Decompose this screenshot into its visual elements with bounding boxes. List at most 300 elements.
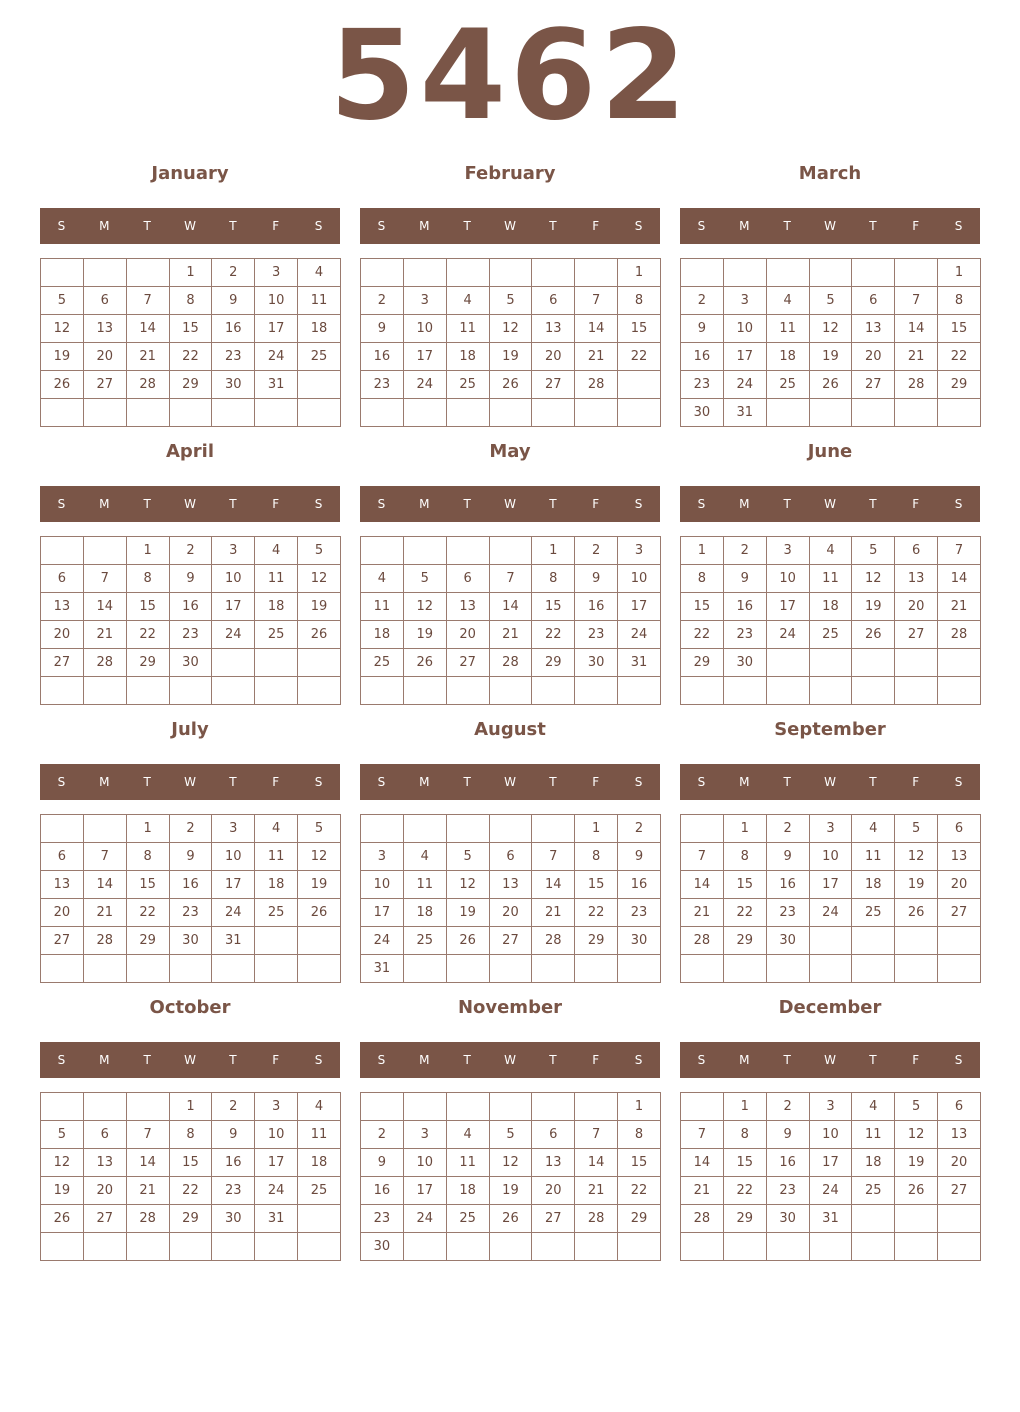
weekday-label: S [57,775,66,789]
weekday-label: M [739,497,750,511]
weekday-label: M [739,775,750,789]
week-row [361,843,661,871]
week-row [41,593,341,621]
week-row [41,315,341,343]
week-row [41,343,341,371]
empty-day-cell [403,399,446,427]
day-cell: 8 [169,287,212,315]
day-cell: 17 [255,1149,298,1177]
day-grid [360,258,661,427]
empty-day-cell [83,1233,126,1261]
empty-day-cell [852,927,895,955]
day-cell: 11 [852,843,895,871]
day-cell: 6 [895,537,938,565]
weekday-label: T [463,219,471,233]
day-cell: 9 [169,843,212,871]
day-cell: 20 [41,621,84,649]
day-cell: 13 [83,1149,126,1177]
empty-day-cell [169,1233,212,1261]
day-cell: 23 [575,621,618,649]
weekday-label: S [314,1053,323,1067]
day-cell: 29 [723,1205,766,1233]
day-cell: 2 [169,537,212,565]
weekday-label: F [272,775,280,789]
day-cell: 5 [403,565,446,593]
weekday-label: F [912,775,920,789]
day-cell: 25 [766,371,809,399]
week-row [681,649,981,677]
day-cell: 3 [723,287,766,315]
day-cell: 28 [681,1205,724,1233]
day-cell: 16 [723,593,766,621]
day-cell: 14 [126,1149,169,1177]
day-cell: 25 [852,1177,895,1205]
empty-day-cell [681,259,724,287]
empty-day-cell [681,1233,724,1261]
day-cell: 6 [41,843,84,871]
day-cell: 23 [681,371,724,399]
day-cell: 7 [489,565,532,593]
day-cell: 4 [852,815,895,843]
day-cell: 18 [809,593,852,621]
day-cell: 9 [169,565,212,593]
day-cell: 15 [938,315,981,343]
day-cell: 16 [681,343,724,371]
empty-day-cell [403,955,446,983]
day-grid [360,1092,661,1261]
day-cell: 6 [83,1121,126,1149]
empty-day-cell [532,399,575,427]
day-cell: 11 [255,565,298,593]
empty-day-cell [723,259,766,287]
day-cell: 9 [212,287,255,315]
day-cell: 19 [489,343,532,371]
day-cell: 28 [126,1205,169,1233]
day-cell: 26 [852,621,895,649]
day-cell: 12 [41,1149,84,1177]
week-row [361,1233,661,1261]
empty-day-cell [895,1233,938,1261]
empty-day-cell [126,1093,169,1121]
day-cell: 6 [532,1121,575,1149]
weekday-label: S [954,219,963,233]
day-cell: 16 [361,343,404,371]
empty-day-cell [169,955,212,983]
day-cell: 20 [938,1149,981,1177]
empty-day-cell [298,955,341,983]
day-cell: 30 [766,1205,809,1233]
day-cell: 10 [809,843,852,871]
empty-day-cell [83,259,126,287]
month-name: November [457,997,563,1018]
empty-day-cell [809,259,852,287]
day-cell: 27 [41,927,84,955]
day-cell: 20 [489,899,532,927]
day-cell: 17 [618,593,661,621]
weekday-label: W [184,219,196,233]
day-cell: 13 [938,843,981,871]
week-row [41,1121,341,1149]
month-name: September [774,719,886,740]
day-cell: 12 [895,843,938,871]
week-row [681,1149,981,1177]
week-row [41,259,341,287]
weekday-label: W [824,775,836,789]
day-cell: 20 [852,343,895,371]
empty-day-cell [83,399,126,427]
day-cell: 21 [575,343,618,371]
empty-day-cell [83,955,126,983]
day-cell: 13 [852,315,895,343]
week-row [361,815,661,843]
empty-day-cell [766,955,809,983]
weekday-label: T [869,1053,877,1067]
day-cell: 22 [723,1177,766,1205]
weekday-label: T [549,497,557,511]
day-cell: 30 [169,927,212,955]
month-name: June [807,441,853,462]
day-cell: 17 [255,315,298,343]
empty-day-cell [532,677,575,705]
day-cell: 6 [41,565,84,593]
day-cell: 1 [938,259,981,287]
empty-day-cell [895,677,938,705]
year-title: 5462 [329,4,691,148]
weekday-header-row [360,208,660,244]
day-cell: 13 [489,871,532,899]
week-row [361,315,661,343]
day-cell: 26 [489,1205,532,1233]
day-cell: 19 [41,1177,84,1205]
day-cell: 26 [298,899,341,927]
empty-day-cell [895,259,938,287]
day-cell: 27 [895,621,938,649]
day-cell: 3 [212,815,255,843]
weekday-label: T [229,775,237,789]
day-cell: 9 [618,843,661,871]
day-cell: 16 [169,871,212,899]
day-cell: 19 [895,871,938,899]
empty-day-cell [489,259,532,287]
day-cell: 15 [575,871,618,899]
weekday-header-row [680,1042,980,1078]
day-cell: 31 [618,649,661,677]
weekday-label: S [697,497,706,511]
day-cell: 29 [575,927,618,955]
weekday-label: S [314,219,323,233]
empty-day-cell [575,677,618,705]
month-name: May [489,441,531,462]
day-cell: 29 [169,1205,212,1233]
empty-day-cell [126,259,169,287]
day-cell: 20 [446,621,489,649]
day-cell: 5 [41,1121,84,1149]
empty-day-cell [852,259,895,287]
day-grid [680,536,981,705]
day-cell: 11 [852,1121,895,1149]
weekday-label: W [184,775,196,789]
day-cell: 18 [255,593,298,621]
day-cell: 11 [446,315,489,343]
week-row [361,1177,661,1205]
day-cell: 30 [361,1233,404,1261]
empty-day-cell [618,371,661,399]
day-cell: 8 [532,565,575,593]
empty-day-cell [361,815,404,843]
day-cell: 5 [446,843,489,871]
day-cell: 2 [169,815,212,843]
weekday-header-row [360,764,660,800]
empty-day-cell [126,677,169,705]
weekday-label: S [697,219,706,233]
day-cell: 2 [212,1093,255,1121]
day-cell: 7 [83,565,126,593]
empty-day-cell [489,1093,532,1121]
day-cell: 8 [618,1121,661,1149]
empty-day-cell [575,955,618,983]
day-cell: 25 [255,899,298,927]
day-cell: 20 [532,343,575,371]
empty-day-cell [532,1233,575,1261]
weekday-label: M [99,1053,110,1067]
day-cell: 2 [212,259,255,287]
empty-day-cell [809,1233,852,1261]
empty-day-cell [938,677,981,705]
day-cell: 18 [852,1149,895,1177]
day-cell: 10 [766,565,809,593]
day-cell: 25 [298,343,341,371]
day-cell: 12 [489,1149,532,1177]
empty-day-cell [255,649,298,677]
day-cell: 9 [361,315,404,343]
day-cell: 2 [618,815,661,843]
day-cell: 16 [212,1149,255,1177]
day-cell: 8 [681,565,724,593]
day-cell: 20 [895,593,938,621]
day-cell: 4 [255,537,298,565]
day-cell: 22 [575,899,618,927]
day-cell: 23 [169,621,212,649]
day-cell: 30 [618,927,661,955]
empty-day-cell [575,1233,618,1261]
day-cell: 15 [723,871,766,899]
weekday-label: S [377,497,386,511]
weekday-label: M [739,219,750,233]
day-cell: 8 [723,843,766,871]
day-cell: 15 [723,1149,766,1177]
empty-day-cell [212,399,255,427]
day-cell: 2 [575,537,618,565]
weekday-label: S [954,1053,963,1067]
day-cell: 28 [83,927,126,955]
day-cell: 14 [126,315,169,343]
week-row [681,565,981,593]
day-cell: 4 [298,1093,341,1121]
week-row [41,815,341,843]
empty-day-cell [489,399,532,427]
day-cell: 19 [895,1149,938,1177]
empty-day-cell [361,259,404,287]
day-cell: 10 [255,287,298,315]
month-name: April [165,441,215,462]
week-row [41,843,341,871]
empty-day-cell [446,259,489,287]
empty-day-cell [809,399,852,427]
day-cell: 1 [532,537,575,565]
empty-day-cell [938,1205,981,1233]
day-cell: 13 [41,871,84,899]
day-cell: 19 [41,343,84,371]
empty-day-cell [809,677,852,705]
day-cell: 31 [809,1205,852,1233]
day-cell: 11 [298,1121,341,1149]
day-cell: 17 [723,343,766,371]
weekday-label: T [549,219,557,233]
weekday-label: S [954,497,963,511]
day-cell: 21 [681,899,724,927]
week-row [361,927,661,955]
day-cell: 26 [809,371,852,399]
week-row [681,1233,981,1261]
day-cell: 19 [809,343,852,371]
day-cell: 1 [681,537,724,565]
day-cell: 28 [938,621,981,649]
empty-day-cell [298,399,341,427]
day-cell: 17 [212,593,255,621]
empty-day-cell [41,259,84,287]
day-cell: 20 [938,871,981,899]
day-cell: 14 [575,315,618,343]
empty-day-cell [489,955,532,983]
day-cell: 13 [83,315,126,343]
day-cell: 15 [169,315,212,343]
weekday-label: S [377,1053,386,1067]
empty-day-cell [532,1093,575,1121]
empty-day-cell [41,815,84,843]
weekday-label: W [824,1053,836,1067]
day-cell: 2 [766,1093,809,1121]
day-cell: 4 [361,565,404,593]
day-cell: 24 [255,343,298,371]
empty-day-cell [895,649,938,677]
empty-day-cell [169,677,212,705]
week-row [41,1177,341,1205]
day-cell: 18 [766,343,809,371]
empty-day-cell [938,955,981,983]
day-cell: 16 [212,315,255,343]
week-row [681,843,981,871]
day-cell: 24 [403,371,446,399]
day-cell: 20 [532,1177,575,1205]
day-cell: 7 [126,287,169,315]
day-cell: 12 [809,315,852,343]
week-row [41,399,341,427]
weekday-label: T [783,1053,791,1067]
weekday-label: T [783,775,791,789]
day-cell: 30 [575,649,618,677]
day-cell: 30 [723,649,766,677]
week-row [41,287,341,315]
empty-day-cell [298,927,341,955]
day-cell: 29 [681,649,724,677]
day-cell: 17 [361,899,404,927]
weekday-header-row [360,486,660,522]
empty-day-cell [298,1233,341,1261]
day-grid [680,258,981,427]
day-cell: 15 [169,1149,212,1177]
week-row [681,371,981,399]
empty-day-cell [766,1233,809,1261]
day-cell: 23 [212,1177,255,1205]
empty-day-cell [41,677,84,705]
day-cell: 25 [298,1177,341,1205]
day-cell: 14 [938,565,981,593]
day-cell: 12 [489,315,532,343]
empty-day-cell [895,399,938,427]
week-row [681,677,981,705]
empty-day-cell [403,259,446,287]
empty-day-cell [809,955,852,983]
day-grid [40,536,341,705]
day-cell: 18 [361,621,404,649]
week-row [681,1205,981,1233]
empty-day-cell [403,537,446,565]
empty-day-cell [489,815,532,843]
weekday-label: F [272,497,280,511]
empty-day-cell [446,537,489,565]
empty-day-cell [298,371,341,399]
day-cell: 4 [766,287,809,315]
weekday-label: S [954,775,963,789]
empty-day-cell [852,1205,895,1233]
day-cell: 29 [723,927,766,955]
day-cell: 24 [766,621,809,649]
weekday-label: T [549,1053,557,1067]
empty-day-cell [532,259,575,287]
day-cell: 8 [618,287,661,315]
day-cell: 27 [532,1205,575,1233]
week-row [41,871,341,899]
day-cell: 14 [83,593,126,621]
day-cell: 15 [126,593,169,621]
day-cell: 21 [532,899,575,927]
day-cell: 4 [446,1121,489,1149]
weekday-label: W [504,775,516,789]
week-row [681,1121,981,1149]
day-cell: 10 [212,843,255,871]
weekday-label: F [592,775,600,789]
day-cell: 1 [723,1093,766,1121]
day-cell: 18 [298,315,341,343]
day-cell: 5 [852,537,895,565]
day-cell: 14 [895,315,938,343]
day-cell: 1 [618,259,661,287]
day-cell: 18 [255,871,298,899]
weekday-label: F [912,219,920,233]
day-cell: 5 [895,815,938,843]
day-cell: 24 [403,1205,446,1233]
weekday-label: S [697,1053,706,1067]
empty-day-cell [126,399,169,427]
empty-day-cell [938,1233,981,1261]
day-cell: 19 [298,593,341,621]
day-grid [360,814,661,983]
week-row [41,537,341,565]
day-cell: 10 [809,1121,852,1149]
week-row [361,399,661,427]
empty-day-cell [852,955,895,983]
empty-day-cell [532,955,575,983]
